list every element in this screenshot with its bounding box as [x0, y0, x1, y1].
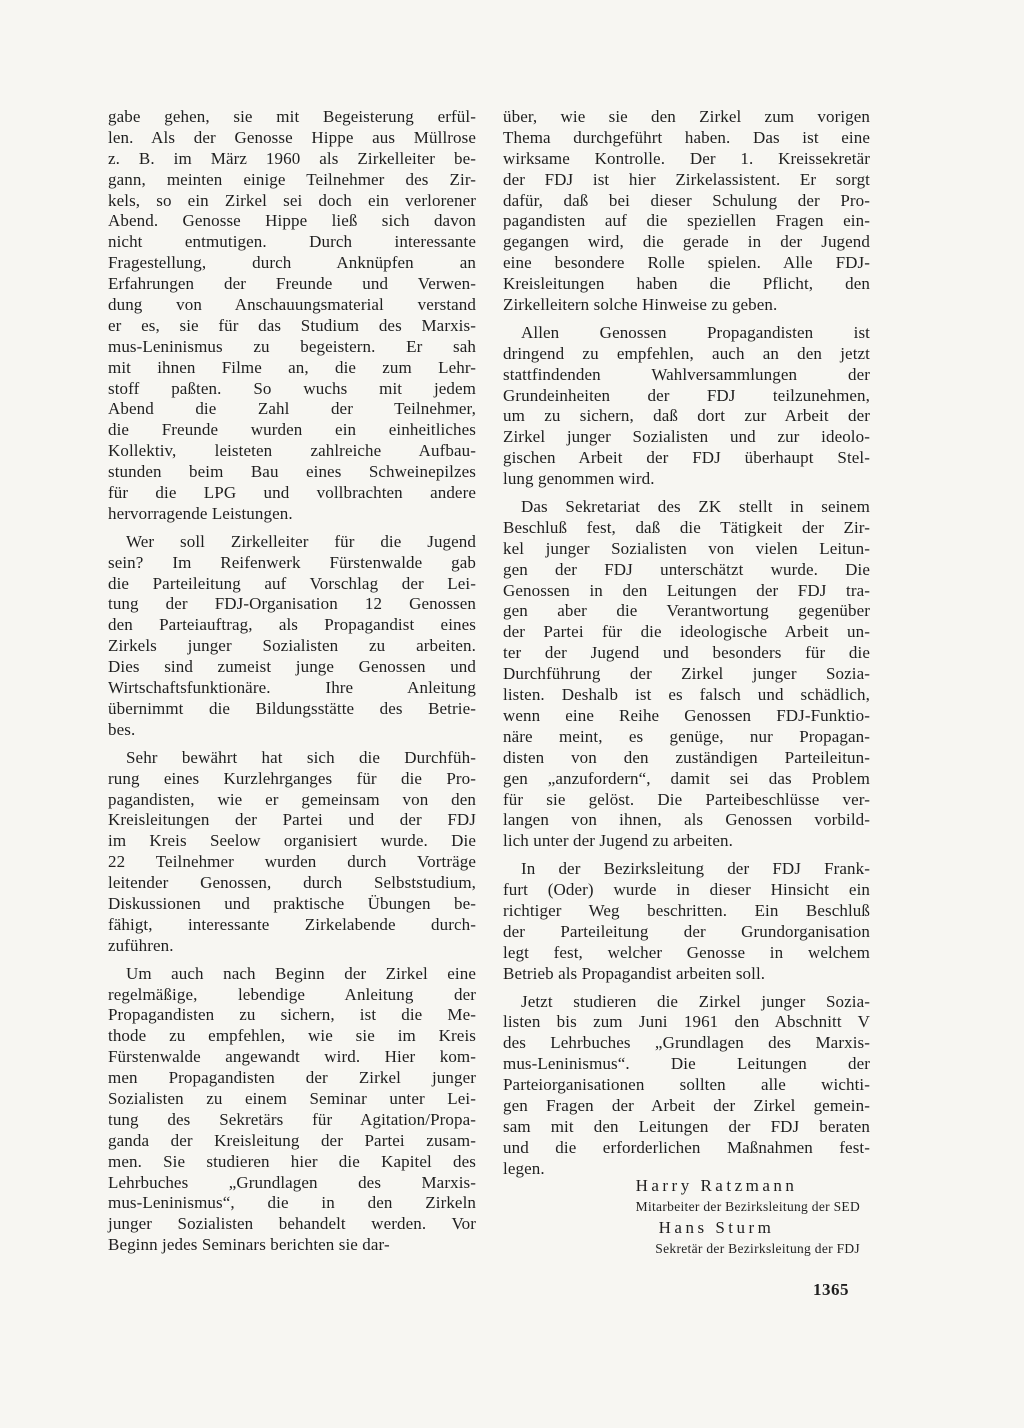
- paragraph: [503, 323, 870, 490]
- text-line: In der Bezirksleitung der FDJ Frank-: [521, 859, 870, 879]
- text-line: gen Fragen der Arbeit der Zirkel gemein-: [503, 1095, 870, 1115]
- paragraph: [108, 964, 476, 1256]
- paragraph: [503, 497, 870, 852]
- text-line: Genossen in den Leitungen der FDJ tra-: [503, 580, 870, 600]
- text-line: Fragestellung, durch Anknüpfen an: [108, 253, 476, 273]
- text-line: kels, so ein Zirkel sei doch ein verlorener: [108, 190, 476, 210]
- text-line: Diskussionen und praktische Übungen be-: [108, 893, 476, 913]
- text-line: Kreisleitungen der Partei und der FDJ: [108, 810, 476, 830]
- page-number: 1365: [813, 1280, 849, 1299]
- text-line: pagandisten, wie er gemeinsam von den: [108, 789, 476, 809]
- text-line: Zirkelleitern solche Hinweise zu geben.: [503, 295, 778, 315]
- text-line: 22 Teilnehmer wurden durch Vorträge: [108, 852, 476, 872]
- text-line: fähigt, interessante Zirkelabende durch-: [108, 914, 476, 934]
- text-line: men Propagandisten der Zirkel junger: [108, 1068, 476, 1088]
- left-column: [108, 107, 476, 1263]
- text-line: len. Als der Genosse Hippe aus Müllrose: [108, 127, 476, 147]
- text-line: legen.: [503, 1158, 545, 1178]
- text-line: und die erforderlichen Maßnahmen fest-: [503, 1137, 870, 1157]
- text-line: mit ihnen Filme an, die zum Lehr-: [108, 357, 476, 377]
- signature-role: Sekretär der Bezirksleitung der FDJ: [655, 1241, 860, 1256]
- paragraph: [503, 107, 870, 316]
- text-line: ter der Jugend und besonders für die: [503, 643, 870, 663]
- text-line: Zirkels junger Sozialisten zu arbeiten.: [108, 636, 476, 656]
- text-line: zuführen.: [108, 935, 174, 955]
- text-line: regelmäßige, lebendige Anleitung der: [108, 984, 476, 1004]
- text-line: dringend zu empfehlen, auch an den jetzt: [503, 343, 870, 363]
- text-line: listen bis zum Juni 1961 den Abschnitt V: [503, 1012, 870, 1032]
- text-line: Propagandisten zu sichern, ist die Me-: [108, 1005, 476, 1025]
- text-line: der Parteileitung der Grundorganisation: [503, 921, 870, 941]
- text-line: Beschluß fest, daß die Tätigkeit der Zir-: [503, 517, 870, 537]
- text-line: pagandisten auf die speziellen Fragen ein-: [503, 211, 870, 231]
- text-line: des Lehrbuches „Grundlagen des Marxis-: [503, 1033, 870, 1053]
- text-line: men. Sie studieren hier die Kapitel des: [108, 1151, 476, 1171]
- paragraph: [503, 992, 870, 1180]
- text-line: die Parteileitung auf Vorschlag der Lei-: [108, 573, 476, 593]
- text-line: Das Sekretariat des ZK stellt in seinem: [521, 497, 870, 517]
- text-line: wenn eine Reihe Genossen FDJ-Funktio-: [503, 705, 870, 725]
- signature-block: [503, 1175, 870, 1259]
- paragraph: [108, 748, 476, 957]
- text-line: Fürstenwalde angewandt wird. Hier kom-: [108, 1047, 476, 1067]
- text-line: stunden beim Bau eines Schweinepilzes: [108, 462, 476, 482]
- signature-name: Harry Ratzmann: [635, 1176, 798, 1195]
- text-line: Erfahrungen der Freunde und Verwen-: [108, 274, 476, 294]
- text-line: stattfindenden Wahlversammlungen der: [503, 364, 870, 384]
- text-line: übernimmt die Bildungsstätte des Betrie-: [108, 698, 476, 718]
- text-line: leitender Genossen, durch Selbststudium,: [108, 873, 476, 893]
- text-line: gen der FDJ unterschätzt wurde. Die: [503, 559, 870, 579]
- text-line: rung eines Kurzlehrganges für die Pro-: [108, 768, 476, 788]
- text-line: bes.: [108, 719, 136, 739]
- text-line: gischen Arbeit der FDJ überhaupt Stel-: [503, 448, 870, 468]
- text-line: Lehrbuches „Grundlagen des Marxis-: [108, 1172, 476, 1192]
- text-line: ganda der Kreisleitung der Partei zusam-: [108, 1130, 476, 1150]
- text-line: junger Sozialisten behandelt werden. Vor: [108, 1214, 476, 1234]
- signature-role: Mitarbeiter der Bezirksleitung der SED: [635, 1199, 860, 1214]
- text-line: die Freunde wurden ein einheitliches: [108, 420, 476, 440]
- text-line: eine besondere Rolle spielen. Alle FDJ-: [503, 253, 870, 273]
- text-line: Zirkel junger Sozialisten und zur ideolo-: [503, 427, 870, 447]
- text-line: Dies sind zumeist junge Genossen und: [108, 657, 476, 677]
- text-line: um zu sichern, daß dort zur Arbeit der: [503, 406, 870, 426]
- text-line: lung genommen wird.: [503, 469, 655, 489]
- paragraph: [503, 859, 870, 984]
- text-line: disten von den zuständigen Parteileitun-: [503, 747, 870, 767]
- text-line: hervorragende Leistungen.: [108, 503, 293, 523]
- text-line: Abend die Zahl der Teilnehmer,: [108, 399, 476, 419]
- text-line: Betrieb als Propagandist arbeiten soll.: [503, 963, 766, 983]
- text-line: gegangen wird, die gerade in der Jugend: [503, 232, 870, 252]
- text-line: gen „anzufordern“, damit sei das Problem: [503, 768, 870, 788]
- text-line: sam mit den Leitungen der FDJ beraten: [503, 1116, 870, 1136]
- text-line: Jetzt studieren die Zirkel junger Sozia-: [521, 991, 870, 1011]
- text-line: Wer soll Zirkelleiter für die Jugend: [126, 531, 476, 551]
- text-line: der FDJ ist hier Zirkelassistent. Er sorgt: [503, 169, 870, 189]
- text-line: näre meint, es genüge, nur Propagan-: [503, 726, 870, 746]
- text-line: Allen Genossen Propagandisten ist: [521, 322, 870, 342]
- text-line: legt fest, welcher Genosse in welchem: [503, 942, 870, 962]
- text-line: für die LPG und vollbrachten andere: [108, 483, 476, 503]
- text-line: z. B. im März 1960 als Zirkelleiter be-: [108, 148, 476, 168]
- text-line: thode zu empfehlen, wie sie im Kreis: [108, 1026, 476, 1046]
- text-line: Beginn jedes Seminars berichten sie dar-: [108, 1235, 390, 1255]
- text-line: lich unter der Jugend zu arbeiten.: [503, 831, 733, 851]
- right-column: [503, 107, 870, 1187]
- text-line: dung von Anschauungsmaterial verstand: [108, 295, 476, 315]
- text-line: gen aber die Verantwortung gegenüber: [503, 601, 870, 621]
- paragraph: [108, 107, 476, 525]
- text-line: Grundeinheiten der FDJ teilzunehmen,: [503, 385, 870, 405]
- text-line: dafür, daß bei dieser Schulung der Pro-: [503, 190, 870, 210]
- text-line: für sie gelöst. Die Parteibeschlüsse ver-: [503, 789, 870, 809]
- text-line: Thema durchgeführt haben. Das ist eine: [503, 127, 870, 147]
- text-line: mus-Leninismus zu begeistern. Er sah: [108, 336, 476, 356]
- text-line: stoff paßten. So wuchs mit jedem: [108, 378, 476, 398]
- text-line: über, wie sie den Zirkel zum vorigen: [503, 107, 870, 126]
- paragraph: [108, 532, 476, 741]
- text-line: listen. Deshalb ist es falsch und schädlich,: [503, 685, 870, 705]
- signature-name: Hans Sturm: [658, 1218, 775, 1237]
- text-line: Sehr bewährt hat sich die Durchfüh-: [126, 747, 476, 767]
- text-line: nicht entmutigen. Durch interessante: [108, 232, 476, 252]
- text-line: den Parteiauftrag, als Propagandist eines: [108, 615, 476, 635]
- text-line: mus-Leninismus“. Die Leitungen der: [503, 1054, 870, 1074]
- text-line: Wirtschaftsfunktionäre. Ihre Anleitung: [108, 678, 476, 698]
- text-line: Um auch nach Beginn der Zirkel eine: [126, 963, 476, 983]
- text-line: Kreisleitungen haben die Pflicht, den: [503, 274, 870, 294]
- text-line: Sozialisten zu einem Seminar unter Lei-: [108, 1088, 476, 1108]
- text-line: Parteiorganisationen sollten alle wichti-: [503, 1075, 870, 1095]
- text-line: der Partei für die ideologische Arbeit un-: [503, 622, 870, 642]
- text-line: sein? Im Reifenwerk Fürstenwalde gab: [108, 552, 476, 572]
- text-line: kel junger Sozialisten von vielen Leitun-: [503, 538, 870, 558]
- text-line: gann, meinten einige Teilnehmer des Zir-: [108, 169, 476, 189]
- text-line: tung des Sekretärs für Agitation/Propa-: [108, 1109, 476, 1129]
- text-line: Kollektiv, leisteten zahlreiche Aufbau-: [108, 441, 476, 461]
- text-line: langen von ihnen, als Genossen vorbild-: [503, 810, 870, 830]
- text-line: wirksame Kontrolle. Der 1. Kreissekretär: [503, 148, 870, 168]
- text-line: im Kreis Seelow organisiert wurde. Die: [108, 831, 476, 851]
- text-line: gabe gehen, sie mit Begeisterung erfül-: [108, 107, 476, 126]
- text-line: Abend. Genosse Hippe ließ sich davon: [108, 211, 476, 231]
- text-line: Durchführung der Zirkel junger Sozia-: [503, 664, 870, 684]
- text-line: tung der FDJ-Organisation 12 Genossen: [108, 594, 476, 614]
- text-line: furt (Oder) wurde in dieser Hinsicht ein: [503, 880, 870, 900]
- text-line: er es, sie für das Studium des Marxis-: [108, 315, 476, 335]
- text-line: richtiger Weg beschritten. Ein Beschluß: [503, 900, 870, 920]
- text-line: mus-Leninismus“, die in den Zirkeln: [108, 1193, 476, 1213]
